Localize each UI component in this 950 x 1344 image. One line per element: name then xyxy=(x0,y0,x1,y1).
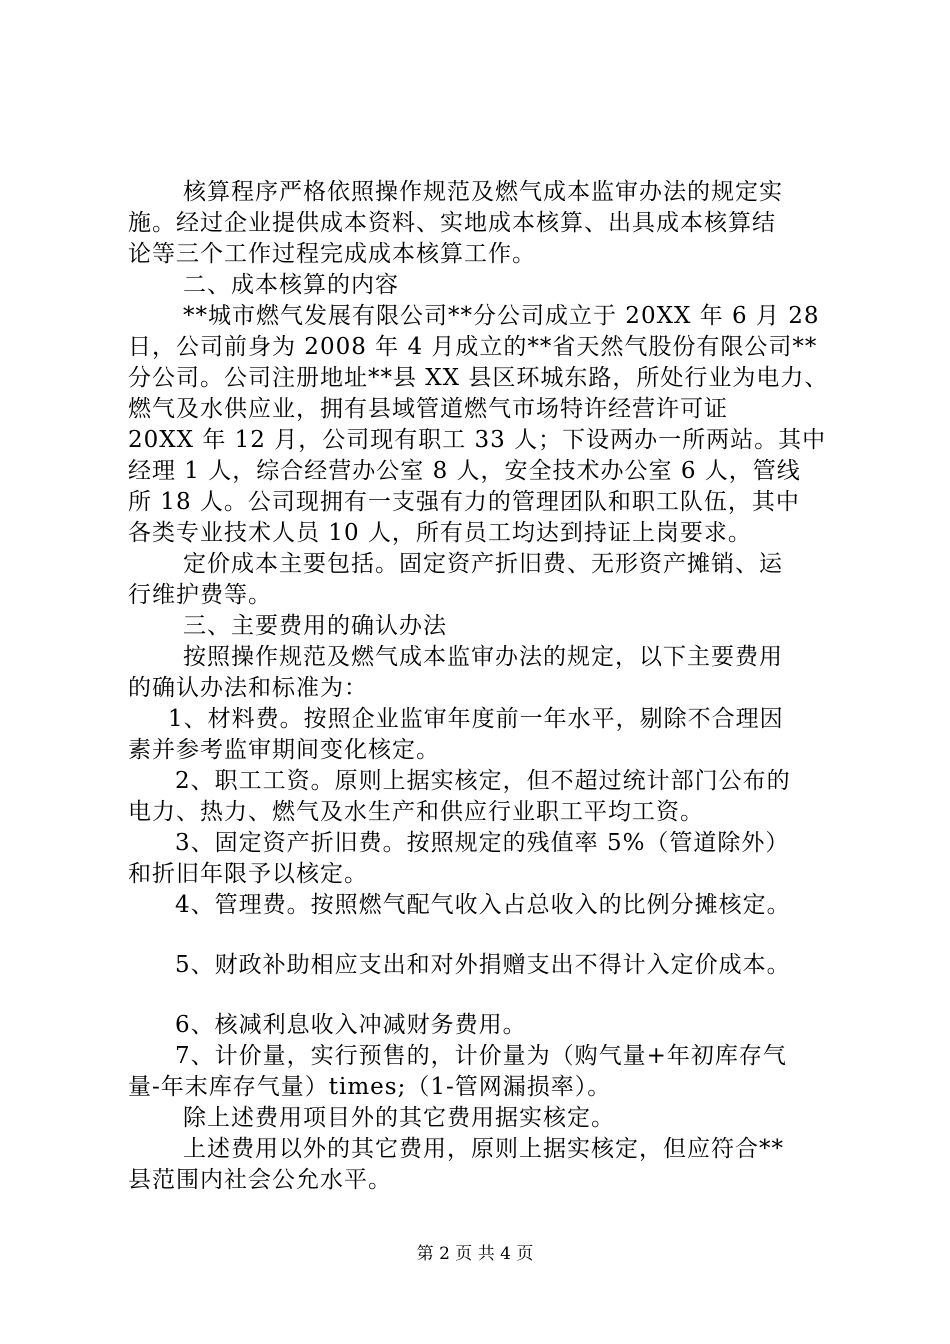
list-item: 5、财政补助相应支出和对外捐赠支出不得计入定价成本。 xyxy=(175,952,791,978)
paragraph-line: 定价成本主要包括。固定资产折旧费、无形资产摊销、运 xyxy=(183,551,783,577)
list-item-continuation: 和折旧年限予以核定。 xyxy=(128,861,368,887)
list-item: 1、材料费。按照企业监审年度前一年水平，剔除不合理因 xyxy=(168,706,784,732)
paragraph-line: 除上述费用项目外的其它费用据实核定。 xyxy=(183,1105,615,1131)
paragraph-line: 各类专业技术人员 10 人，所有员工均达到持证上岗要求。 xyxy=(128,520,752,546)
paragraph-line: 按照操作规范及燃气成本监审办法的规定，以下主要费用 xyxy=(183,644,783,670)
paragraph-line: 分公司。公司注册地址**县 XX 县区环城东路，所处行业为电力、 xyxy=(128,365,829,391)
paragraph-line: 行维护费等。 xyxy=(128,582,272,608)
list-item-continuation: 电力、热力、燃气及水生产和供应行业职工平均工资。 xyxy=(128,799,704,825)
paragraph-line: 上述费用以外的其它费用，原则上据实核定，但应符合** xyxy=(183,1136,784,1162)
paragraph-line: 燃气及水供应业，拥有县域管道燃气市场特许经营许可证 xyxy=(128,396,728,422)
list-item: 2、职工工资。原则上据实核定，但不超过统计部门公布的 xyxy=(175,768,791,794)
paragraph-line: 所 18 人。公司现拥有一支强有力的管理团队和职工队伍，其中 xyxy=(128,489,800,515)
paragraph-line: **城市燃气发展有限公司**分公司成立于 20XX 年 6 月 28 xyxy=(183,303,820,329)
list-item-continuation: 量-年末库存气量）times;（1-管网漏损率）。 xyxy=(128,1074,612,1100)
list-item: 7、计价量，实行预售的，计价量为（购气量+年初库存气 xyxy=(175,1043,787,1069)
section-heading: 二、成本核算的内容 xyxy=(183,272,399,298)
paragraph-line: 日，公司前身为 2008 年 4 月成立的**省天然气股份有限公司** xyxy=(128,334,818,360)
list-item: 3、固定资产折旧费。按照规定的残值率 5%（管道除外） xyxy=(175,830,790,856)
list-item-continuation: 素并参考监审期间变化核定。 xyxy=(128,737,440,763)
page-footer: 第 2 页 共 4 页 xyxy=(416,1244,534,1264)
list-item: 6、核减利息收入冲减财务费用。 xyxy=(175,1012,527,1038)
list-item: 4、管理费。按照燃气配气收入占总收入的比例分摊核定。 xyxy=(175,892,791,918)
paragraph-line: 县范围内社会公允水平。 xyxy=(128,1167,392,1193)
paragraph-line: 20XX 年 12 月，公司现有职工 33 人；下设两办一所两站。其中 xyxy=(128,427,827,453)
section-heading: 三、主要费用的确认办法 xyxy=(183,613,447,639)
paragraph-line: 的确认办法和标准为： xyxy=(128,675,368,701)
paragraph-line: 论等三个工作过程完成成本核算工作。 xyxy=(128,241,536,267)
paragraph-line: 经理 1 人，综合经营办公室 8 人，安全技术办公室 6 人，管线 xyxy=(128,458,801,484)
paragraph-line: 核算程序严格依照操作规范及燃气成本监审办法的规定实 xyxy=(183,179,783,205)
paragraph-line: 施。经过企业提供成本资料、实地成本核算、出具成本核算结 xyxy=(128,210,776,236)
